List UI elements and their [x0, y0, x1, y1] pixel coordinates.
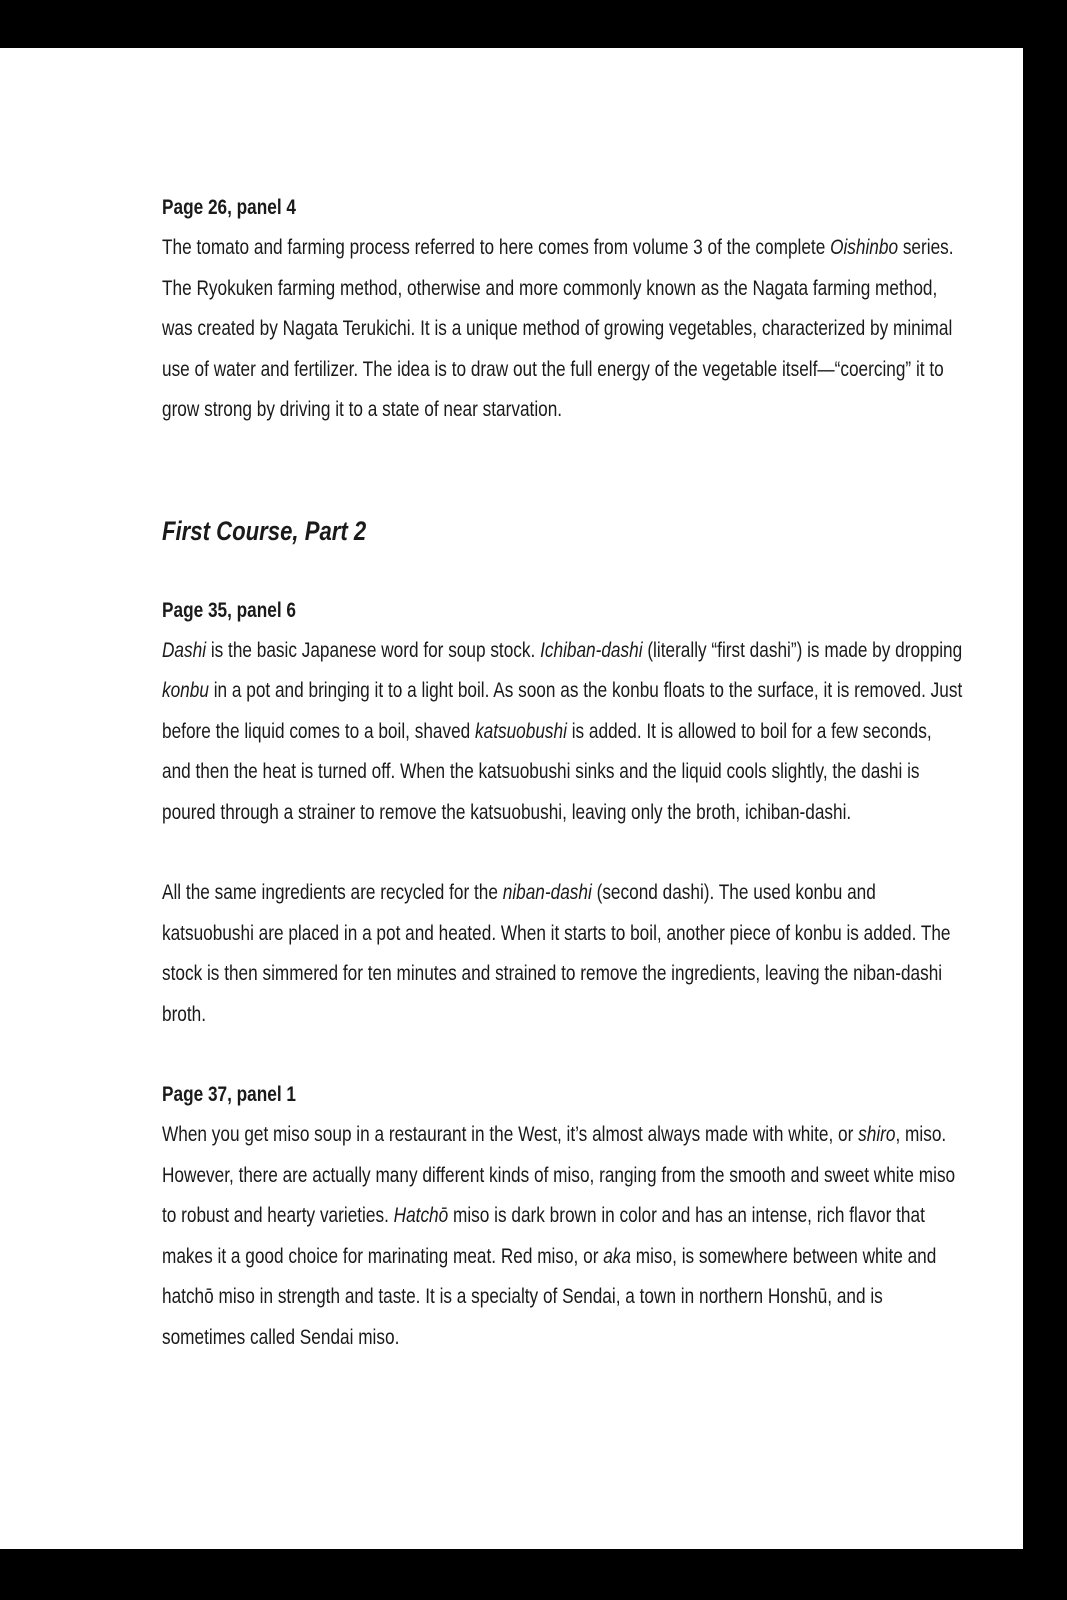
note-heading-page-37: Page 37, panel 1 [162, 1083, 297, 1106]
note-body-page-35-p1: Dashi is the basic Japanese word for soup stock. Ichiban-dashi (literally “first dashi”) is made by dropping konbu in a pot and bringing it to a light boil. As soon as the konbu floats to the surface, it is removed. Just before the liquid comes to a boil, shaved katsuobushi is added. It is allowed to boil for a few seconds, and then the heat is turned off. When the katsuobushi sinks and the liquid cools slightly, the dashi is poured through a strainer to remove the katsuobushi, leaving only the broth, ichiban-dashi. [162, 638, 963, 824]
note-body-page-26: The tomato and farming process referred to here comes from volume 3 of the complete Oishinbo series. The Ryokuken farming method, otherwise and more commonly known as the Nagata farming method, was created by Nagata Terukichi. It is a unique method of growing vegetables, characterized by minimal use of water and fertilizer. The idea is to draw out the full energy of the vegetable itself—“coercing” it to grow strong by driving it to a state of near starvation. [162, 236, 954, 421]
note-heading-page-35: Page 35, panel 6 [162, 598, 297, 622]
spacer [162, 551, 962, 591]
book-page [0, 48, 1023, 1549]
spacer [162, 431, 962, 511]
spacer [162, 1035, 962, 1075]
spacer [162, 833, 962, 873]
section-title: First Course, Part 2 [162, 515, 367, 546]
note-body-page-37: When you get miso soup in a restaurant in the West, it’s almost always made with white, or shiro, miso. However, there are actually many different kinds of miso, ranging from the smooth and sweet white miso to robust and hearty varieties. Hatchō miso is dark brown in color and has an intense, rich flavor that makes it a good choice for marinating meat. Red miso, or aka miso, is somewhere between white and hatchō miso in strength and taste. It is a specialty of Sendai, a town in northern Honshū, and is sometimes called Sendai miso. [162, 1123, 956, 1349]
note-body-page-35-p2: All the same ingredients are recycled for the niban-dashi (second dashi). The used konbu and katsuobushi are placed in a pot and heated. When it starts to boil, another piece of konbu is added. The stock is then simmered for ten minutes and strained to remove the ingredients, leaving the niban-dashi broth. [162, 881, 951, 1026]
note-heading-page-26: Page 26, panel 4 [162, 196, 297, 219]
page-content [162, 188, 962, 1358]
